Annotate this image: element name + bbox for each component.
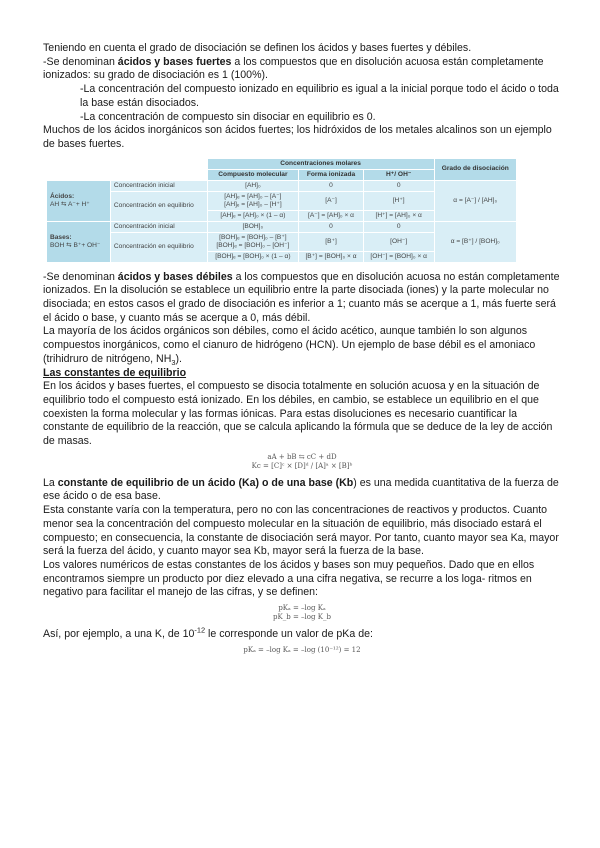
- paragraph-temperature: Esta constante varía con la temperatura, pero no con las concentraciones de reactivos y productos. Cuanto menor sea la concentración del compuesto molecular en la situación de equilibrio, más disociado estará el compuesto; en consecuencia, la constante de disociación será mayor. Por tanto, cuanto mayor sea Ka, mayor será la fuerza del ácido, y cuanto mayor sea Kb, mayor será la fuerza de la base.: [43, 504, 559, 558]
- table-cell: 0: [299, 180, 364, 191]
- conc-inicial-base: Concentración inicial: [110, 221, 207, 232]
- paragraph-examples-strong: Muchos de los ácidos inorgánicos son ácidos fuertes; los hidróxidos de los metales alcalinos son un ejemplo de bases fuertes.: [43, 124, 552, 150]
- term-strong: ácidos y bases fuertes: [117, 55, 232, 68]
- conc-equil-acid: Concentración en equilibrio: [110, 191, 207, 221]
- table-cell: [B⁺] = [BOH]₀ × α: [299, 251, 364, 262]
- paragraph-logarithm: Los valores numéricos de estas constantes de los ácidos y bases son muy pequeños. Dado que en ellos encontramos siempre un producto por diez elevado a una cifra negativa, se recurre a los loga- ritmos en negativo para facilitar el manejo de las cifras, y se definen:: [43, 558, 535, 599]
- conc-inicial-acid: Concentración inicial: [110, 180, 207, 191]
- table-cell: [H⁺]: [363, 191, 434, 210]
- bullet-undissociated-conc: -La concentración de compuesto sin disociar en equilibrio es 0.: [80, 110, 376, 123]
- table-cell: [OH⁻] = [BOH]₀ × α: [363, 251, 434, 262]
- table-cell: [B⁺]: [299, 232, 364, 251]
- paragraph-strong-def: -Se denominan ácidos y bases fuertes a los compuestos que en disolución acuosa están completamente ionizados: su grado de disociación es 1 (100%).: [43, 55, 544, 82]
- table-cell: [BOH]₀: [207, 221, 299, 232]
- document-page: [43, 42, 561, 661]
- alpha-acid: α = [A⁻] / [AH]₀: [434, 180, 516, 221]
- term-weak: ácidos y bases débiles: [117, 270, 233, 283]
- equation-mass-action: aA + bB ⇆ cC + dD Kc = [C]ᶜ × [D]ᵈ / [A]ᵃ × [B]ᵇ: [251, 452, 353, 470]
- equation-pk: pKₐ = –log Kₐ pK_b = –log K_b: [273, 604, 331, 622]
- dissociation-table: [46, 158, 517, 263]
- table-cell: 0: [363, 180, 434, 191]
- row-label-bases: Bases: BOH ⇆ B⁺+ OH⁻: [47, 221, 111, 262]
- table-cell: [BOH]ₑ = [BOH]₀ – [B⁺] [BOH]ₑ = [BOH]₀ – [OH⁻]: [207, 232, 299, 251]
- equation-pka-example: pKₐ = –log Kₐ = –log (10⁻¹²) = 12: [243, 645, 361, 654]
- table-cell: [AH]ₑ = [AH]₀ × (1 – α): [207, 210, 299, 221]
- section-heading: Las constantes de equilibrio: [43, 366, 187, 379]
- table-header-h-oh: H⁺/ OH⁻: [363, 169, 434, 180]
- paragraph-weak-examples: La mayoría de los ácidos orgánicos son débiles, como el ácido acético, aunque también lo son algunos compuestos inorgánicos, como el cianuro de hidrógeno (HCN). Un ejemplo de base débil es el amoniaco (trihidruro de nitrógeno, $NH_3$).: [43, 325, 536, 367]
- table-cell: [OH⁻]: [363, 232, 434, 251]
- table-cell: [BOH]ₑ = [BOH]₀ × (1 – α): [207, 251, 299, 262]
- table-header-ionized: Forma ionizada: [299, 169, 364, 180]
- paragraph-example: Así, por ejemplo, a una K, de $10^{-12}$ le corresponde un valor de pKa de:: [43, 625, 373, 641]
- row-label-acidos: Ácidos: AH ⇆ A⁻+ H⁺: [47, 180, 111, 221]
- table-cell: 0: [299, 221, 364, 232]
- table-header-molecular: Compuesto molecular: [207, 169, 299, 180]
- bullet-ionized-conc: -La concentración del compuesto ionizado en equilibrio es igual a la inicial porque todo el ácido o toda la base están disociados.: [80, 83, 559, 109]
- alpha-base: α = [B⁺] / [BOH]₀: [434, 221, 516, 262]
- paragraph-weak-def: -Se denominan ácidos y bases débiles a los compuestos que en disolución acuosa no están completamente ionizados. En la disolución se establece un equilibrio entre la parte disociada (iones) y la parte molecular no disociada; en estos casos el grado de disociación es inferior a 1; cuanto más se acerque a 1, más fuerte será el ácido o base, y cuanto más se acerque a 0, más débil.: [43, 270, 560, 324]
- conc-equil-base: Concentración en equilibrio: [110, 232, 207, 262]
- paragraph-ka-kb: La constante de equilibrio de un ácido (Ka) o de una base (Kb) es una medida cuantitativa de la fuerza de ese ácido o de esa base.: [43, 476, 559, 503]
- paragraph-intro: Teniendo en cuenta el grado de disociación se definen los ácidos y bases fuertes y débiles.: [43, 42, 472, 54]
- table-cell: [AH]ₑ = [AH]₀ – [A⁻] [AH]ₑ = [AH]₀ – [H⁺]: [207, 191, 299, 210]
- table-cell: [H⁺] = [AH]₀ × α: [363, 210, 434, 221]
- table-cell: 0: [363, 221, 434, 232]
- paragraph-equilibrium: En los ácidos y bases fuertes, el compuesto se disocia totalmente en solución acuosa y en la situación de equilibrio todo el compuesto está ionizado. En los débiles, en cambio, se establece un equilibrio en el que coexisten la forma molecular y las formas iónicas. Para estas disoluciones es necesario cuantificar la constante de equilibrio de la reacción, que se calcula aplicando la fórmula que se deduce de la ley de acción de masas.: [43, 380, 553, 448]
- table-cell: [A⁻] = [AH]₀ × α: [299, 210, 364, 221]
- table-header-grado: Grado de disociación: [434, 158, 516, 180]
- table-header-group: Concentraciones molares: [207, 158, 434, 169]
- table-cell: [AH]₀: [207, 180, 299, 191]
- table-cell: [A⁻]: [299, 191, 364, 210]
